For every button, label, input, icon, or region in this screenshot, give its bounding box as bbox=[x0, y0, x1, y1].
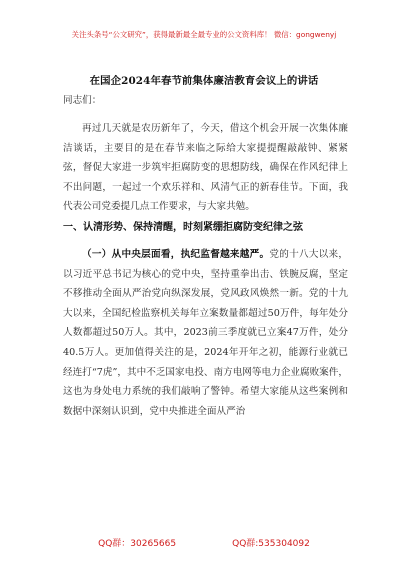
footer-contact bbox=[0, 536, 408, 549]
paragraph-intro: 再过几天就是农历新年了，今天，借这个机会开展一次集体廉洁谈话，主要目的是在春节来临之际给大家提提醒敲敲钟、紧紧弦，督促大家进一步筑牢拒腐防变的思想防线，确保在作风纪律上不出问题，一起过一个欢乐祥和、风清气正的新春佳节。下面，我代表公司党委提几点工作要求，与大家共勉。 bbox=[63, 123, 348, 213]
section-heading-1: 一、认清形势、保持清醒，时刻紧绷拒腐防变纪律之弦 bbox=[63, 222, 303, 233]
paragraph-2-body: 党的十八大以来，以习近平总书记为核心的党中央，坚持重拳出击、铁腕反腐，坚定不移推动全面从严治党向纵深发展，党风政风焕然一新。党的十九大以来，全国纪检监察机关每年立案数量都超过50万件，每年处分人数都超过50万人。其中，2023前三季度就已立案47万件，处分40.5万人。更加值得关注的是，2024年开年之初，能源行业就已经连打“7虎”，其中不乏国家电投、南方电网等电力企业腐败案件，这也为身处电力系统的我们敲响了警钟。希望大家能从这些案例和数据中深刻认识到，党中央推进全面从严治 bbox=[63, 249, 349, 417]
salutation: 同志们： bbox=[63, 95, 102, 106]
footer-qq-group-1: QQ群：30265665 bbox=[98, 539, 177, 549]
document-title: 在国企2024年春节前集体廉洁教育会议上的讲话 bbox=[89, 75, 319, 87]
header-notice: 关注头条号“公文研究”，获得最新最全最专业的公文资料库！ 微信：gongwenyj bbox=[71, 30, 337, 39]
paragraph-2-lead: （一）从中央层面看，执纪监督越来越严。 bbox=[82, 249, 270, 260]
paragraph-2 bbox=[63, 245, 348, 421]
footer-qq-group-2: QQ群:535304092 bbox=[232, 539, 310, 549]
